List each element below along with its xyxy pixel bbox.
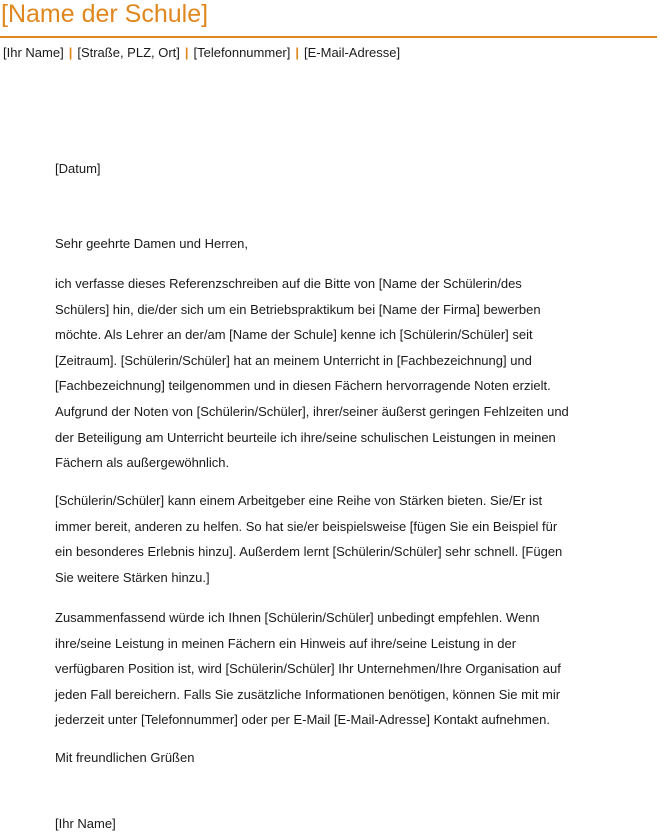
paragraph-line: möchte. Als Lehrer an der/am [Name der Schule] kenne ich [Schülerin/Schüler] seit — [55, 327, 533, 343]
header-divider — [0, 36, 657, 38]
letter-signature: [Ihr Name] — [55, 816, 116, 831]
school-name-heading: [Name der Schule] — [1, 0, 209, 28]
paragraph-line: verfügbaren Position ist, wird [Schülerin/Schüler] Ihr Unternehmen/Ihre Organisation auf — [55, 661, 561, 677]
letter-salutation: Sehr geehrte Damen und Herren, — [55, 236, 248, 251]
paragraph-line: Fächern als außergewöhnlich. — [55, 455, 230, 471]
separator: | — [184, 45, 189, 60]
body-paragraph-1 — [55, 271, 595, 476]
sender-address: [Straße, PLZ, Ort] — [77, 45, 180, 60]
separator: | — [68, 45, 73, 60]
separator: | — [295, 45, 300, 60]
paragraph-line: Zusammenfassend würde ich Ihnen [Schülerin/Schüler] unbedingt empfehlen. Wenn — [55, 610, 540, 625]
paragraph-line: jeden Fall bereichern. Falls Sie zusätzliche Informationen benötigen, können Sie mit mir — [55, 686, 561, 702]
sender-phone: [Telefonnummer] — [193, 45, 291, 60]
paragraph-line: immer bereit, anderen zu helfen. So hat sie/er beispielsweise [fügen Sie ein Beispiel für — [55, 518, 558, 534]
paragraph-line: ihre/seine Leistung in meinen Fächern ein Hinweis auf ihre/seine Leistung in der — [55, 635, 517, 651]
letter-closing: Mit freundlichen Grüßen — [55, 750, 195, 765]
paragraph-line: ich verfasse dieses Referenzschreiben auf die Bitte von [Name der Schülerin/des — [55, 276, 522, 291]
paragraph-line: ein besonderes Erlebnis hinzu]. Außerdem lernt [Schülerin/Schüler] sehr schnell. [Fügen — [55, 544, 563, 560]
paragraph-line: Sie weitere Stärken hinzu.] — [55, 569, 210, 585]
contact-line — [3, 44, 400, 62]
paragraph-line: jederzeit unter [Telefonnummer] oder per E-Mail [E-Mail-Adresse] Kontakt aufnehmen. — [55, 712, 550, 728]
sender-name: [Ihr Name] — [3, 45, 64, 60]
paragraph-line: der Beteiligung am Unterricht beurteile ich ihre/seine schulischen Leistungen in meinen — [55, 429, 556, 445]
body-paragraph-2 — [55, 488, 595, 590]
paragraph-line: Aufgrund der Noten von [Schülerin/Schüler], ihrer/seiner äußerst geringen Fehlzeiten und — [55, 403, 569, 419]
paragraph-line: [Zeitraum]. [Schülerin/Schüler] hat an meinem Unterricht in [Fachbezeichnung] und — [55, 352, 532, 368]
paragraph-line: Schülers] hin, die/der sich um ein Betriebspraktikum bei [Name der Firma] bewerben — [55, 301, 541, 317]
letter-date: [Datum] — [55, 161, 101, 176]
body-paragraph-3 — [55, 605, 595, 733]
paragraph-line: [Fachbezeichnung] teilgenommen und in diesen Fächern hervorragende Noten erzielt. — [55, 378, 551, 394]
sender-email: [E-Mail-Adresse] — [304, 45, 401, 60]
paragraph-line: [Schülerin/Schüler] kann einem Arbeitgeber eine Reihe von Stärken bieten. Sie/Er ist — [55, 493, 543, 508]
